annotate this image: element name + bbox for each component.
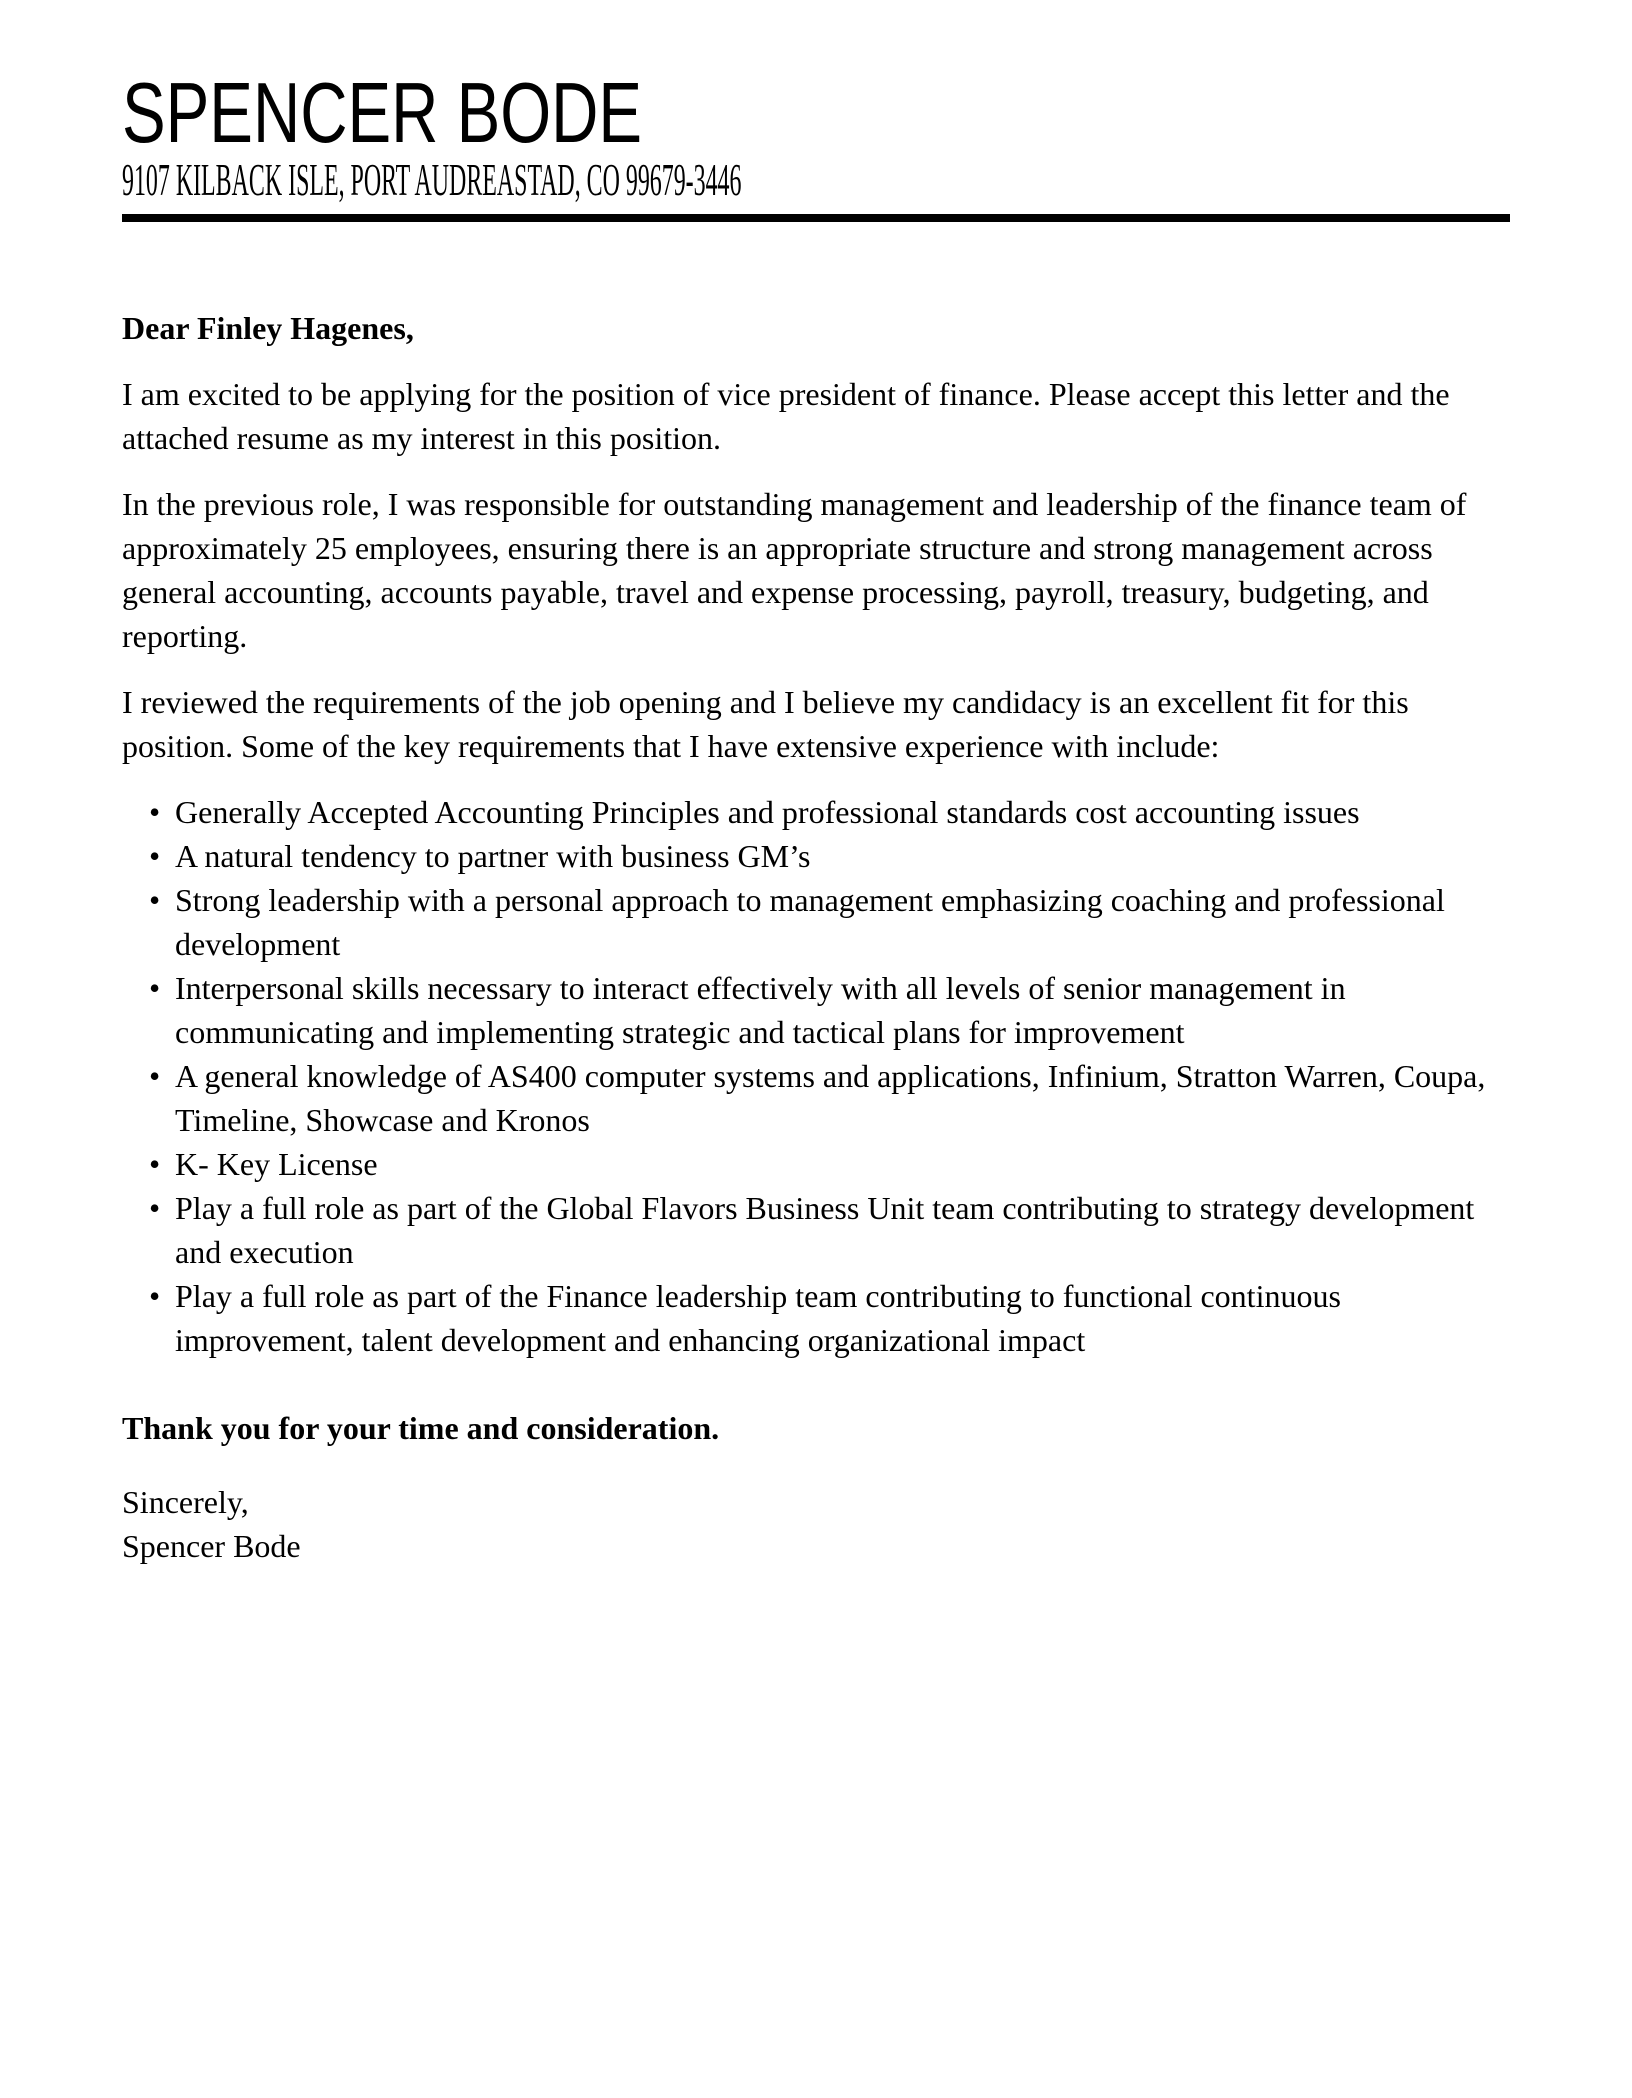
signature-name: Spencer Bode: [122, 1528, 301, 1564]
list-item-text: Generally Accepted Accounting Principles and professional standards cost accounting issues: [175, 794, 1360, 830]
list-item: [149, 1274, 1510, 1362]
header-divider: [122, 214, 1510, 222]
list-item-text: K- Key License: [175, 1146, 378, 1182]
sender-address: 9107 KILBACK ISLE, PORT AUDREASTAD, CO 99679-3446: [122, 154, 742, 205]
bullet-icon: •: [149, 882, 161, 918]
bullet-icon: •: [149, 1146, 161, 1182]
list-item-text: Strong leadership with a personal approach to management emphasizing coaching and professional development: [175, 882, 1445, 962]
list-item: [149, 790, 1510, 834]
bullet-icon: •: [149, 838, 161, 874]
list-item-text: Play a full role as part of the Finance leadership team contributing to functional continuous improvement, talent development and enhancing organizational impact: [175, 1278, 1341, 1358]
bullet-icon: •: [149, 1058, 161, 1094]
paragraph-experience: In the previous role, I was responsible for outstanding management and leadership of the finance team of approximately 25 employees, ensuring there is an appropriate structure and strong management across general accounting, accounts payable, travel and expense processing, payroll, treasury, budgeting, and reporting.: [122, 486, 1467, 654]
signoff: Sincerely,: [122, 1484, 249, 1520]
closing-line: Thank you for your time and consideration.: [122, 1410, 720, 1446]
bullet-icon: •: [149, 1190, 161, 1226]
paragraph-requirements: I reviewed the requirements of the job opening and I believe my candidacy is an excellent fit for this position. Some of the key requirements that I have extensive experience with include:: [122, 684, 1409, 764]
bullet-icon: •: [149, 794, 161, 830]
list-item: [149, 966, 1510, 1054]
list-item-text: Play a full role as part of the Global Flavors Business Unit team contributing to strategy development and execution: [175, 1190, 1475, 1270]
list-item: [149, 1142, 1510, 1186]
letter-header: [122, 66, 1510, 222]
sender-name: SPENCER BODE: [122, 66, 643, 161]
requirements-list: [122, 790, 1510, 1362]
signoff-block: [122, 1480, 1510, 1568]
list-item-text: Interpersonal skills necessary to interact effectively with all levels of senior management in communicating and implementing strategic and tactical plans for improvement: [175, 970, 1346, 1050]
letter-body: [122, 306, 1510, 1568]
list-item: [149, 834, 1510, 878]
list-item: [149, 1054, 1510, 1142]
greeting: Dear Finley Hagenes,: [122, 310, 414, 346]
list-item: [149, 878, 1510, 966]
bullet-icon: •: [149, 970, 161, 1006]
list-item-text: A general knowledge of AS400 computer systems and applications, Infinium, Stratton Warren, Coupa, Timeline, Showcase and Kronos: [175, 1058, 1486, 1138]
paragraph-intro: I am excited to be applying for the position of vice president of finance. Please accept this letter and the attached resume as my interest in this position.: [122, 376, 1450, 456]
bullet-icon: •: [149, 1278, 161, 1314]
list-item-text: A natural tendency to partner with business GM’s: [175, 838, 811, 874]
list-item: [149, 1186, 1510, 1274]
